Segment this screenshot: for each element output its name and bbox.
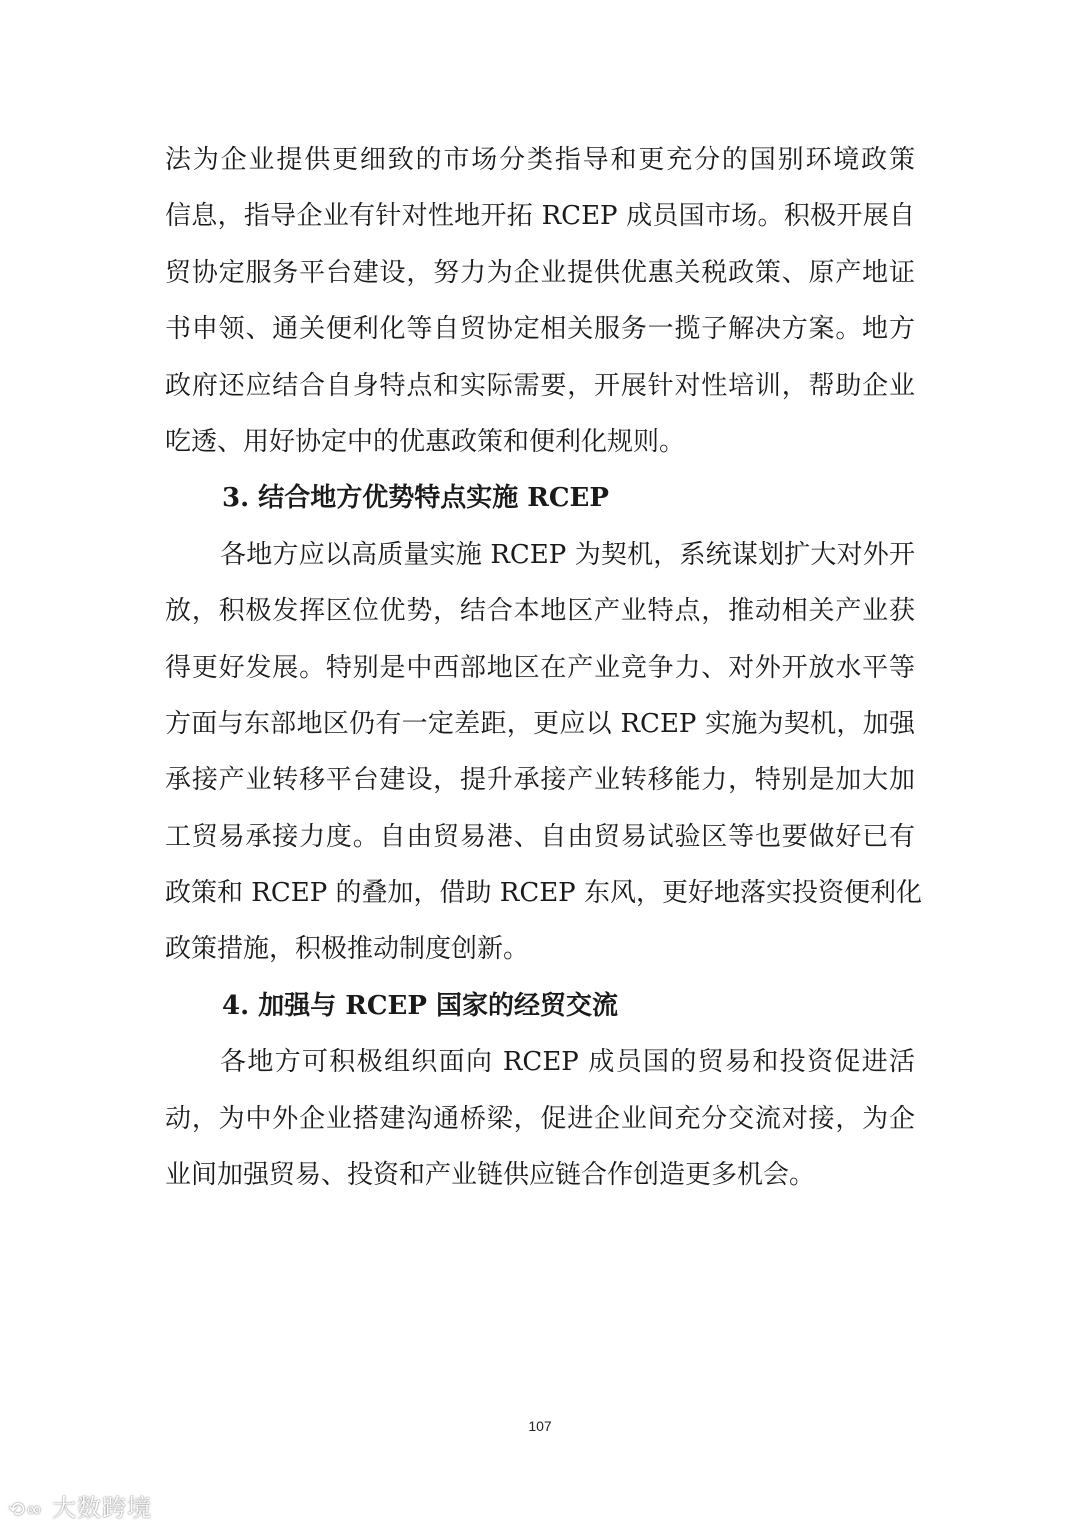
watermark-text: 大数跨境 [52,1494,153,1522]
text-line: 动，为中外企业搭建沟通桥梁，促进企业间充分交流对接，为企 [165,1103,915,1134]
text-line: 各地方可积极组织面向 RCEP 成员国的贸易和投资促进活 [220,1047,915,1078]
text-line: 承接产业转移平台建设，提升承接产业转移能力，特别是加大加 [165,765,915,796]
watermark-logo [8,1488,152,1523]
text-line: 放，积极发挥区位优势，结合本地区产业特点，推动相关产业获 [165,596,915,627]
section-heading-3: 3. 结合地方优势特点实施 RCEP [222,483,609,514]
text-line: 信息，指导企业有针对性地开拓 RCEP 成员国市场。积极开展自 [165,201,915,232]
text-line: 法为企业提供更细致的市场分类指导和更充分的国别环境政策 [165,145,915,175]
text-line: 方面与东部地区仍有一定差距，更应以 RCEP 实施为契机，加强 [165,708,915,739]
text-line: 得更好发展。特别是中西部地区在产业竞争力、对外开放水平等 [165,652,915,683]
text-line: 贸协定服务平台建设，努力为企业提供优惠关税政策、原产地证 [165,257,915,288]
section-heading-4: 4. 加强与 RCEP 国家的经贸交流 [222,990,618,1021]
text-line: 工贸易承接力度。自由贸易港、自由贸易试验区等也要做好已有 [165,821,915,852]
text-line: 业间加强贸易、投资和产业链供应链合作创造更多机会。 [165,1160,816,1191]
page-number: 107 [528,1418,552,1434]
text-line: 书申领、通关便利化等自贸协定相关服务一揽子解决方案。地方 [165,314,915,345]
text-line: 政策和 RCEP 的叠加，借助 RCEP 东风，更好地落实投资便利化 [165,878,922,909]
text-line: 各地方应以高质量实施 RCEP 为契机，系统谋划扩大对外开 [220,539,915,570]
watermark-logo-icon: ⟲∞ [8,1497,44,1521]
text-line: 吃透、用好协定中的优惠政策和便利化规则。 [165,426,686,457]
text-line: 政策措施，积极推动制度创新。 [165,934,530,965]
document-body [165,132,922,1203]
text-line: 政府还应结合自身特点和实际需要，开展针对性培训，帮助企业 [165,370,915,401]
